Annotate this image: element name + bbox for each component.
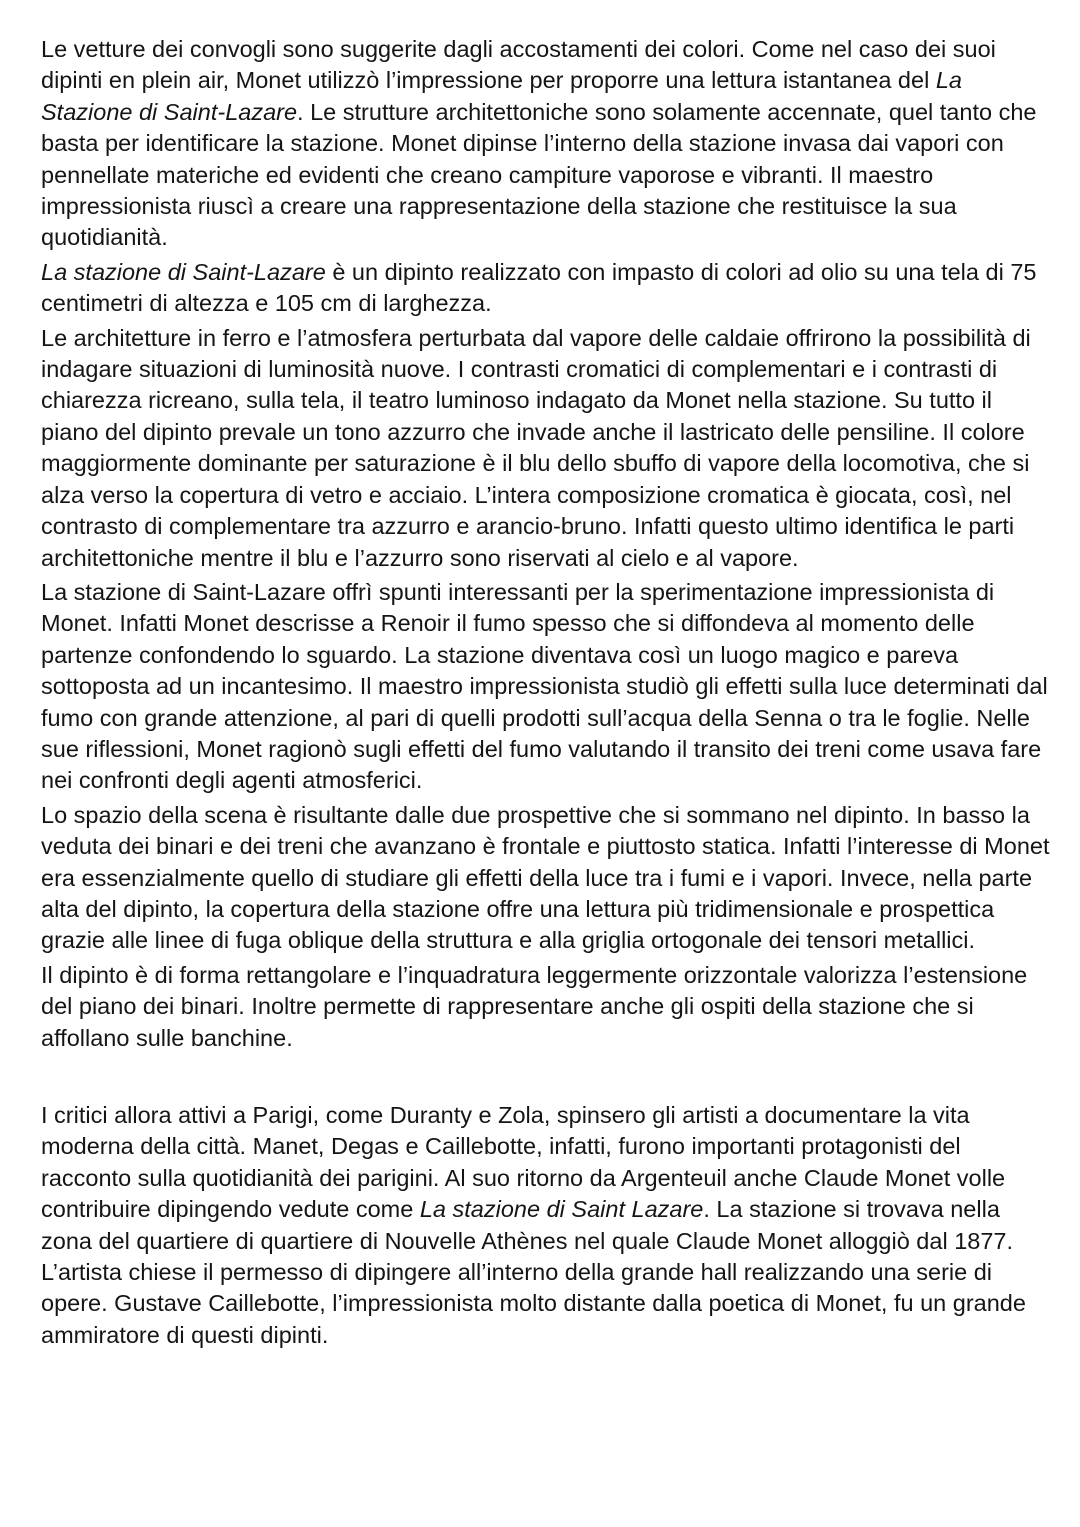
paragraph-2-text: è un dipinto realizzato con impasto di colori ad olio su una tela di 75 centimetri di altezza e 105 cm di larghezza. [41, 258, 1037, 317]
paragraph-1-text-a: Le vetture dei convogli sono suggerite dagli accostamenti dei colori. Come nel caso dei suoi dipinti en plein air, Monet utilizzò l’impressione per proporre una lettura istantanea del [41, 36, 996, 94]
paragraph-1 [41, 34, 1051, 254]
paragraph-6 [41, 960, 1051, 1054]
paragraph-1-text-b: . Le strutture architettoniche sono solamente accennate, quel tanto che basta per identificare la stazione. Monet dipinse l’interno della stazione invasa dai vapori con pennellate materiche ed evidenti che creano campiture vaporose e vibranti. Il maestro impressionista riuscì a creare una rappresentazione della stazione che restituisce la sua quotidianità. [41, 98, 1037, 251]
paragraph-4 [41, 577, 1051, 797]
paragraph-5-text: Lo spazio della scena è risultante dalle due prospettive che si sommano nel dipinto. In basso la veduta dei binari e dei treni che avanzano è frontale e piuttosto statica. Infatti l’interesse di Monet era essenzialmente quello di studiare gli effetti della luce tra i fumi e i vapori. Invece, nella parte alta del dipinto, la copertura della stazione offre una lettura più tridimensionale e prospettica grazie alle linee di fuga oblique della struttura e alla griglia ortogonale dei tensori metallici. [41, 801, 1050, 954]
document-page [41, 34, 1051, 1354]
paragraph-7-italic-title: La stazione di Saint Lazare [419, 1196, 704, 1223]
paragraph-7 [41, 1100, 1051, 1351]
paragraph-7-text-a: I critici allora attivi a Parigi, come Duranty e Zola, spinsero gli artisti a documentare la vita moderna della città. Manet, Degas e Caillebotte, infatti, furono importanti protagonisti del racconto sulla quotidianità dei parigini. Al suo ritorno da Argenteuil anche Claude Monet volle contribuire dipingendo vedute come [41, 1102, 1006, 1223]
paragraph-3-text: Le architetture in ferro e l’atmosfera perturbata dal vapore delle caldaie offrirono la possibilità di indagare situazioni di luminosità nuove. I contrasti cromatici di complementari e i contrasti di chiarezza ricreano, sulla tela, il teatro luminoso indagato da Monet nella stazione. Su tutto il piano del dipinto prevale un tono azzurro che invade anche il lastricato delle pensiline. Il colore maggiormente dominante per saturazione è il blu dello sbuffo di vapore della locomotiva, che si alza verso la copertura di vetro e acciaio. L’intera composizione cromatica è giocata, così, nel contrasto di complementare tra azzurro e arancio-bruno. Infatti questo ultimo identifica le parti architettoniche mentre il blu e l’azzurro sono riservati al cielo e al vapore. [41, 324, 1031, 571]
paragraph-2-italic-title: La stazione di Saint-Lazare [41, 258, 326, 285]
paragraph-6-text: Il dipinto è di forma rettangolare e l’inquadratura leggermente orizzontale valorizza l’estensione del piano dei binari. Inoltre permette di rappresentare anche gli ospiti della stazione che si affollano sulle banchine. [41, 961, 1028, 1051]
paragraph-3 [41, 323, 1051, 574]
paragraph-1-italic-title: La Stazione di Saint-Lazare [41, 67, 962, 125]
paragraph-7-text-b: . La stazione si trovava nella zona del quartiere di quartiere di Nouvelle Athènes nel quale Claude Monet alloggiò dal 1877. L’artista chiese il permesso di dipingere all’interno della grande hall realizzando una serie di opere. Gustave Caillebotte, l’impressionista molto distante dalla poetica di Monet, fu un grande ammiratore di questi dipinti. [41, 1196, 1026, 1348]
paragraph-2 [41, 257, 1051, 320]
paragraph-4-text: La stazione di Saint-Lazare offrì spunti interessanti per la sperimentazione impressionista di Monet. Infatti Monet descrisse a Renoir il fumo spesso che si diffondeva al momento delle partenze confondendo lo sguardo. La stazione diventava così un luogo magico e pareva sottoposta ad un incantesimo. Il maestro impressionista studiò gli effetti sulla luce determinati dal fumo con grande attenzione, al pari di quelli prodotti sull’acqua della Senna o tra le foglie. Nelle sue riflessioni, Monet ragionò sugli effetti del fumo valutando il transito dei treni come usava fare nei confronti degli agenti atmosferici. [41, 578, 1048, 794]
paragraph-5 [41, 800, 1051, 957]
